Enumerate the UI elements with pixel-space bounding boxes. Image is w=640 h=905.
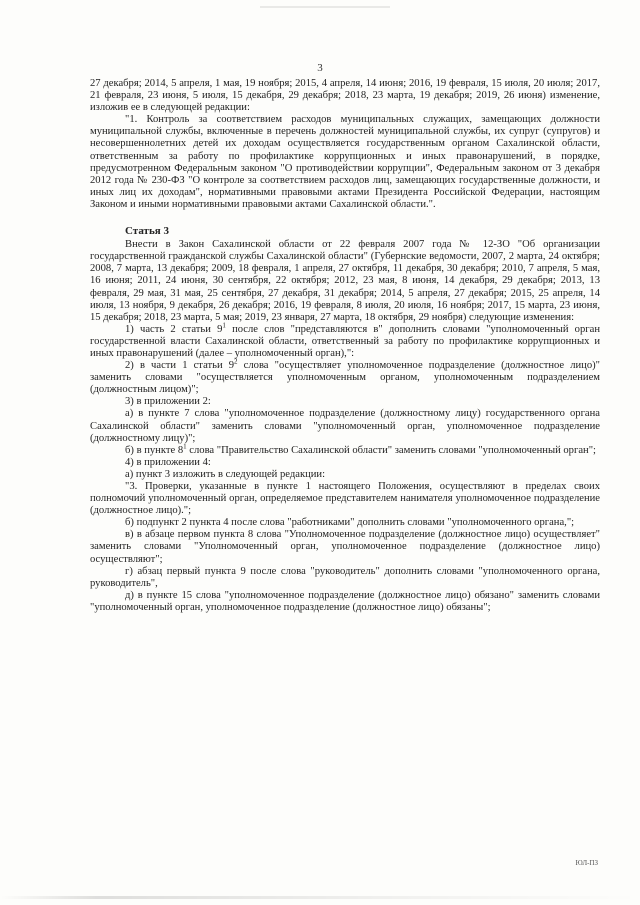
paragraph-item-4: 4) в приложении 4:	[125, 456, 211, 468]
item-3b-superscript: 1	[183, 442, 187, 451]
paragraph-item-3a: а) в пункте 7 слова "уполномоченное подразделение (должностному лицу) государственного органа Сахалинской области" заменить словами "уполномоченный орган, уполномоченное подразделение (должностному лицу)";	[90, 408, 600, 444]
paragraph-item-4g: г) абзац первый пункта 9 после слова "руководитель" дополнить словами "уполномоченного органа, руководитель",	[90, 565, 600, 589]
paragraph-item-4c: в) в абзаце первом пункта 8 слова "Уполномоченное подразделение (должностное лицо) осуществляет" заменить словами "Уполномоченный орган, уполномоченное подразделение (должностное лицо) осуществляют";	[90, 529, 600, 565]
item-1-text-a: 1) часть 2 статьи 9	[125, 323, 223, 335]
item-2-text-b: слова "осуществляет уполномоченное подразделение (должностное лицо)" заменить словами "осуществляется уполномоченным органом, уполномоченным подразделением (должностным лицом)";	[90, 360, 601, 396]
paragraph-item-3: 3) в приложении 2:	[125, 396, 211, 408]
paragraph-item-4a: а) пункт 3 изложить в следующей редакции:	[125, 468, 326, 480]
item-2-text-a: 2) в части 1 статьи 9	[125, 360, 235, 372]
paragraph-item-4d: д) в пункте 15 слова "уполномоченное подразделение (должностное лицо) обязано" заменить словами "уполномоченный орган, уполномоченное подразделение (должностное лицо) обязаны";	[90, 589, 600, 613]
article-heading: Статья 3	[125, 225, 169, 238]
paragraph-item-1	[90, 321, 600, 360]
paragraph-item-4b: б) подпункт 2 пункта 4 после слова "работниками" дополнить словами "уполномоченного органа,";	[125, 517, 575, 529]
item-3b-text-b: слова "Правительство Сахалинской области" заменить словами "уполномоченный орган";	[186, 444, 596, 456]
paragraph-article-3-intro: Внести в Закон Сахалинской области от 22 февраля 2007 года № 12-ЗО "Об организации государственной гражданской службы Сахалинской области" (Губернские ведомости, 2007, 2 марта, 24 октября; 2008, 7 марта, 13 декабря; 2009, 18 февраля, 1 апреля, 27 октября, 11 декабря, 30 декабря; 2010, 7 апреля, 5 мая, 16 июня; 2011, 24 июня, 30 сентября, 22 октября; 2012, 23 мая, 8 июня, 14 декабря, 29 декабря; 2013, 13 февраля, 29 мая, 31 мая, 25 сентября, 27 декабря, 31 декабря; 2014, 5 апреля, 27 декабря; 2015, 25 апреля, 14 июля, 13 ноября, 9 декабря, 26 декабря; 2016, 19 февраля, 8 июля, 20 июля, 16 ноября; 2017, 15 марта, 23 июня, 15 декабря; 2018, 23 марта, 5 мая; 2019, 23 января, 27 марта, 18 октября, 29 ноября) следующие изменения:	[90, 239, 600, 323]
scan-artifact-bottom	[0, 896, 640, 899]
paragraph-item-3b	[90, 442, 600, 457]
item-3b-text-a: б) в пункте 8	[125, 444, 184, 456]
item-1-superscript: 1	[222, 321, 226, 330]
document-body	[90, 78, 600, 614]
item-1-text-b: после слов "представляются в" дополнить словами "уполномоченный орган государственной власти Сахалинской области, ответственный за работу по профилактике коррупционных и иных правонарушений (далее – уполномоченный орган),":	[90, 323, 600, 359]
document-code: ЮЛ-ПЗ	[575, 859, 598, 867]
paragraph-continuation: 27 декабря; 2014, 5 апреля, 1 мая, 19 ноября; 2015, 4 апреля, 14 июня; 2016, 19 февраля, 15 июля, 20 июля; 2017, 21 февраля, 23 июня, 5 июля, 15 декабря, 29 декабря; 2018, 23 марта, 19 декабря; 2019, 26 июня) изменение, изложив ее в следующей редакции:	[90, 78, 600, 114]
paragraph-quoted-article: "1. Контроль за соответствием расходов муниципальных служащих, замещающих должности муниципальной службы, включенные в перечень должностей муниципальной службы, их супруг (супругов) и несовершеннолетних детей их доходам осуществляется государственным органом Сахалинской области, ответственным за работу по профилактике коррупционных и иных правонарушений, в порядке, предусмотренном Федеральным законом "О противодействии коррупции", Федеральным законом от 3 декабря 2012 года № 230-ФЗ "О контроле за соответствием расходов лиц, замещающих государственные должности, и иных лиц их доходам", нормативными правовыми актами Президента Российской Федерации, настоящим Законом и иными нормативными правовыми актами Сахалинской области.".	[90, 114, 600, 210]
scan-artifact-top	[260, 6, 390, 8]
item-2-superscript: 2	[234, 357, 238, 366]
paragraph-item-2	[90, 357, 601, 396]
paragraph-item-4a-quote: "3. Проверки, указанные в пункте 1 настоящего Положения, осуществляют в пределах своих полномочий уполномоченный орган, определяемое представителем нанимателя уполномоченное подразделение (должностное лицо).";	[90, 481, 600, 517]
page-number: 3	[317, 62, 323, 74]
